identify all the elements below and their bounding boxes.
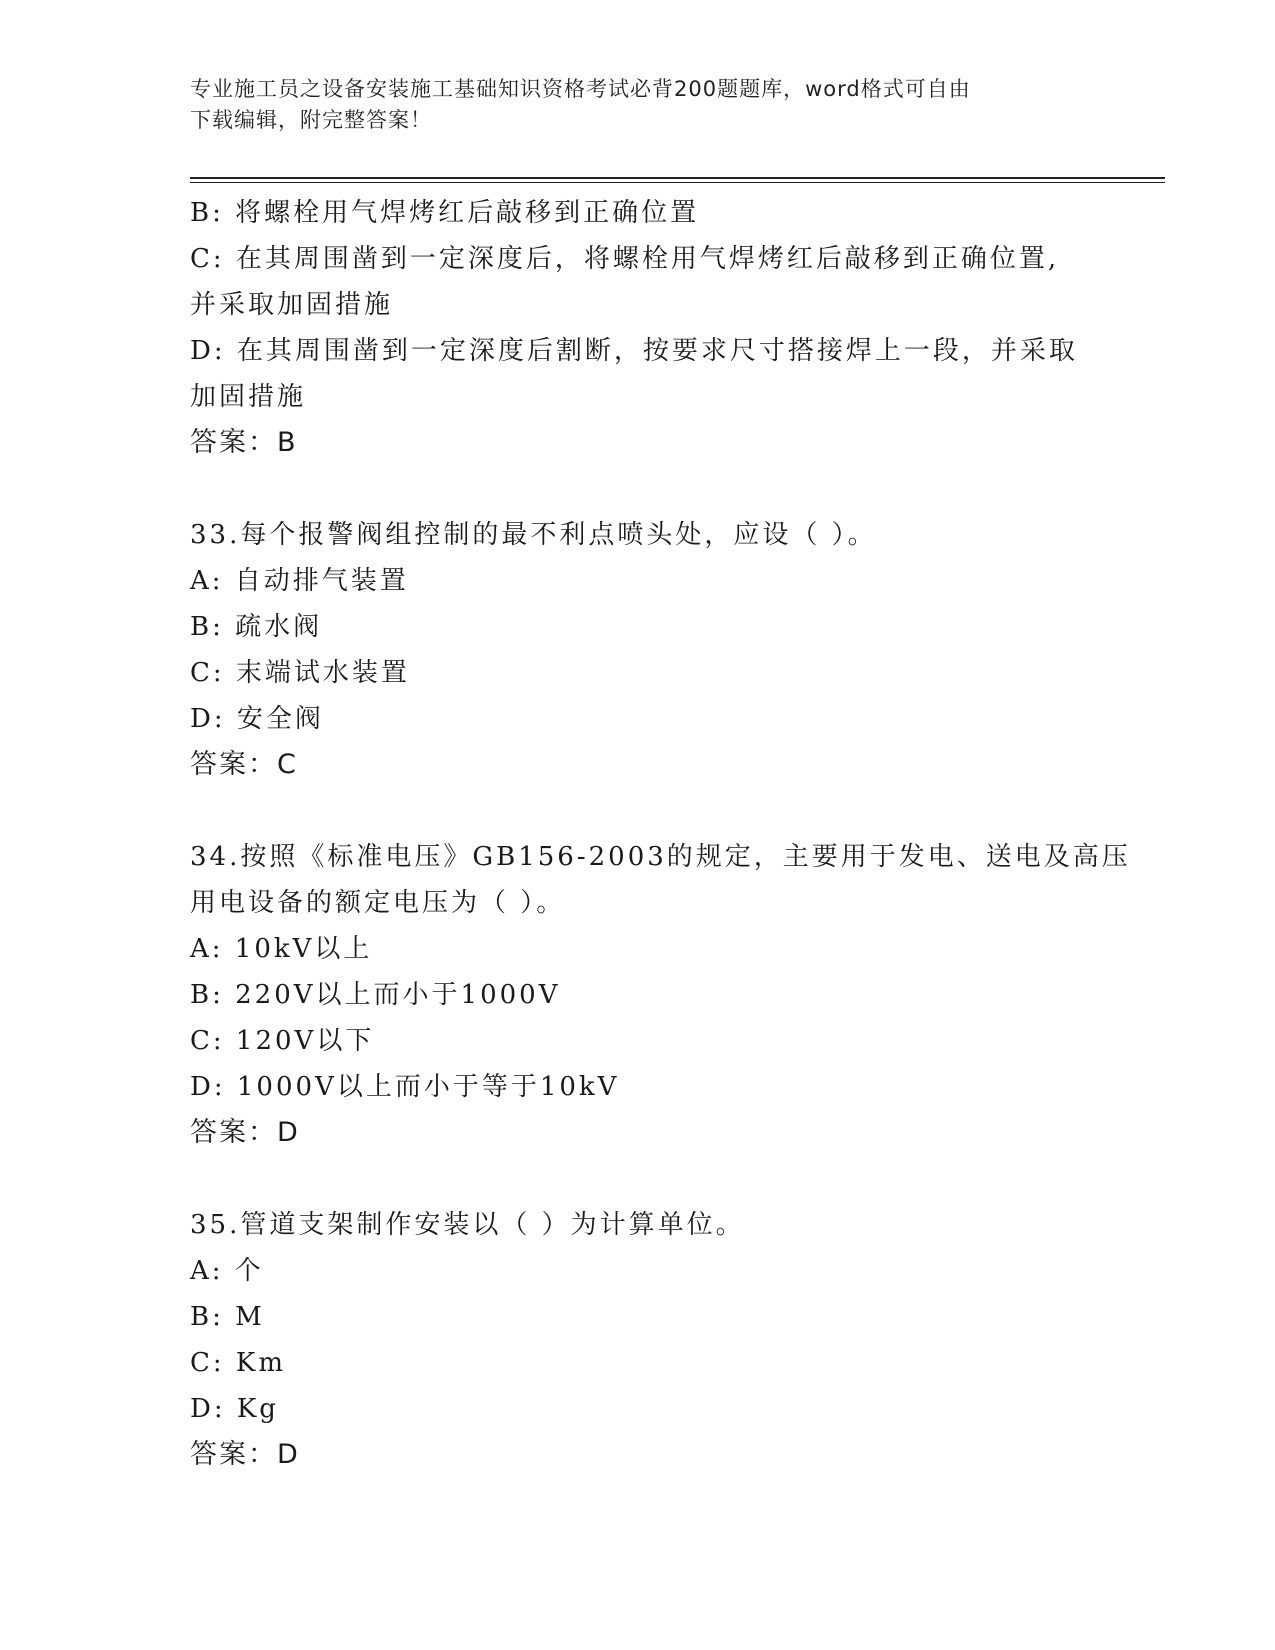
header-divider-thin: [190, 182, 1165, 183]
document-body: [190, 190, 1131, 1478]
question-32-block: [190, 190, 1090, 466]
q34-option-d: D: 1000V以上而小于等于10kV: [190, 1072, 620, 1102]
q34-question-line-2: 用电设备的额定电压为（ ）。: [190, 888, 566, 918]
q32-option-c-line-1: C: 在其周围凿到一定深度后，将螺栓用气焊烤红后敲移到正确位置,: [190, 244, 1060, 274]
header-divider-thick: [190, 177, 1165, 179]
q34-option-a: A: 10kV以上: [190, 934, 373, 964]
document-header: [190, 74, 1090, 136]
question-35-block: [190, 1202, 1090, 1478]
q32-option-d-line-1: D: 在其周围凿到一定深度后割断，按要求尺寸搭接焊上一段，并采取: [190, 336, 1078, 366]
q33-question: 33.每个报警阀组控制的最不利点喷头处，应设（ ）。: [190, 520, 877, 550]
q35-answer: 答案：D: [190, 1439, 300, 1470]
q34-question-line-1: 34.按照《标准电压》GB156-2003的规定，主要用于发电、送电及高压: [190, 842, 1131, 872]
q33-option-b: B: 疏水阀: [190, 612, 323, 642]
q32-option-d-line-2: 加固措施: [190, 382, 307, 412]
q34-option-c: C: 120V以下: [190, 1026, 375, 1056]
q35-option-b: B: M: [190, 1302, 265, 1332]
q32-option-c-line-2: 并采取加固措施: [190, 290, 394, 320]
question-spacer: [190, 466, 1090, 512]
q35-option-d: D: Kg: [190, 1394, 279, 1424]
q34-answer: 答案：D: [190, 1117, 300, 1148]
q33-option-a: A: 自动排气装置: [190, 566, 409, 596]
header-line-1: 专业施工员之设备安装施工基础知识资格考试必背200题题库，word格式可自由: [190, 77, 971, 101]
q33-answer: 答案：C: [190, 749, 298, 780]
q33-option-d: D: 安全阀: [190, 704, 324, 734]
question-spacer: [190, 788, 1090, 834]
q35-option-a: A: 个: [190, 1256, 264, 1286]
q34-option-b: B: 220V以上而小于1000V: [190, 980, 561, 1010]
header-line-2: 下载编辑，附完整答案！: [190, 108, 432, 132]
q35-option-c: C: Km: [190, 1348, 286, 1378]
q33-option-c: C: 末端试水装置: [190, 658, 410, 688]
q32-option-b: B: 将螺栓用气焊烤红后敲移到正确位置: [190, 198, 700, 228]
question-34-block: [190, 834, 1131, 1156]
q32-answer: 答案：B: [190, 427, 298, 458]
question-spacer: [190, 1156, 1090, 1202]
q35-question: 35.管道支架制作安装以（ ）为计算单位。: [190, 1210, 745, 1240]
question-33-block: [190, 512, 1090, 788]
